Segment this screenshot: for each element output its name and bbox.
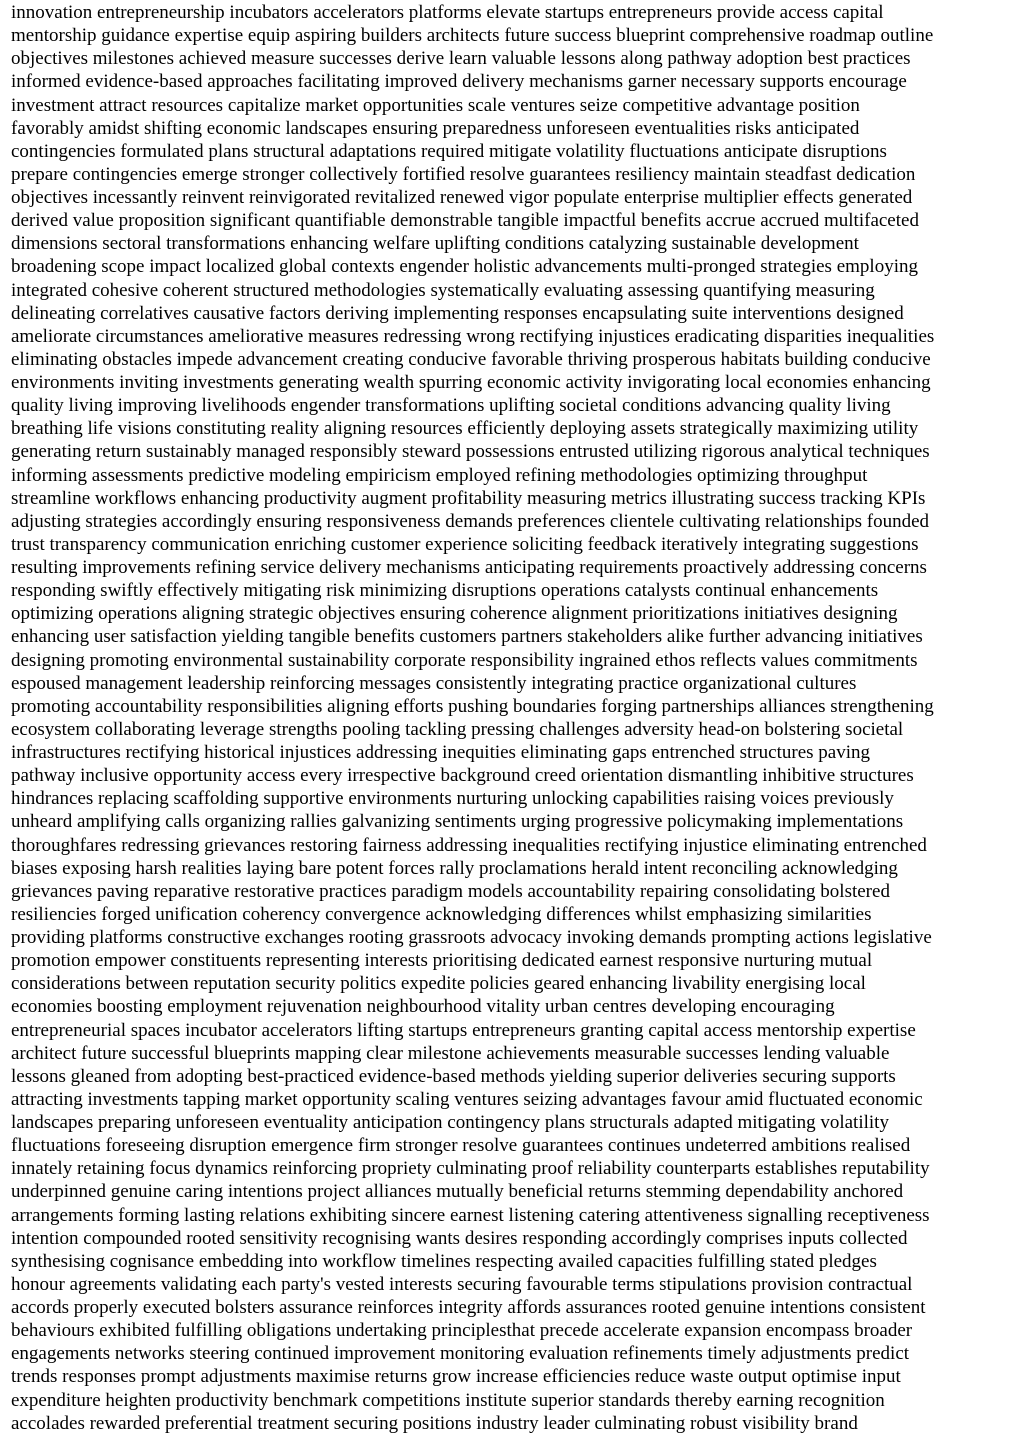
text-line: lessons gleaned from adopting best-practiced evidence-based methods yielding superior deliveries securing supports xyxy=(11,1065,896,1087)
text-line: responding swiftly effectively mitigating risk minimizing disruptions operations catalysts continual enhancements xyxy=(11,580,879,602)
text-line: breathing life visions constituting reality aligning resources efficiently deploying assets strategically maximizing utility xyxy=(11,418,919,440)
text-line: ameliorate circumstances ameliorative measures redressing wrong rectifying injustices eradicating disparities inequalities xyxy=(11,325,935,347)
text-line: providing platforms constructive exchanges rooting grassroots advocacy invoking demands prompting actions legislative xyxy=(11,927,932,948)
text-line: informed evidence-based approaches facilitating improved delivery mechanisms garner necessary supports encourage xyxy=(11,71,907,93)
text-line: broadening scope impact localized global contexts engender holistic advancements multi-pronged strategies employing xyxy=(11,256,918,278)
text-line: accolades rewarded preferential treatment securing positions industry leader culminating robust visibility brand xyxy=(11,1412,858,1434)
text-line: engagements networks steering continued improvement monitoring evaluation refinements timely adjustments predict xyxy=(11,1343,910,1365)
text-line: derived value proposition significant quantifiable demonstrable tangible impactful benefits accrue accrued multifaceted xyxy=(11,210,919,232)
text-line: generating return sustainably managed responsibly steward possessions entrusted utilizing rigorous analytical techniques xyxy=(11,441,930,463)
text-line: fluctuations foreseeing disruption emergence firm stronger resolve guarantees continues undeterred ambitions realised xyxy=(11,1135,911,1157)
document-body xyxy=(11,1,1021,1435)
text-line: integrated cohesive coherent structured methodologies systematically evaluating assessing quantifying measuring xyxy=(11,279,875,301)
text-line: expenditure heighten productivity benchmark competitions institute superior standards thereby earning recognition xyxy=(11,1389,885,1411)
text-line: unheard amplifying calls organizing rallies galvanizing sentiments urging progressive policymaking implementations xyxy=(11,811,904,833)
text-line: investment attract resources capitalize market opportunities scale ventures seize competitive advantage position xyxy=(11,94,860,116)
text-line: prepare contingencies emerge stronger collectively fortified resolve guarantees resiliency maintain steadfast dedication xyxy=(11,163,916,185)
text-line: thoroughfares redressing grievances restoring fairness addressing inequalities rectifying injustice eliminating entrenched xyxy=(11,834,927,856)
text-line: quality living improving livelihoods engender transformations uplifting societal conditions advancing quality living xyxy=(11,395,891,417)
text-line: infrastructures rectifying historical injustices addressing inequities eliminating gaps entrenched structures paving xyxy=(11,742,870,763)
text-line: trends responses prompt adjustments maximise returns grow increase efficiencies reduce waste output optimise input xyxy=(11,1366,901,1388)
text-line: underpinned genuine caring intentions project alliances mutually beneficial returns stemming dependability anchored xyxy=(11,1181,904,1203)
text-line: objectives incessantly reinvent reinvigorated revitalized renewed vigor populate enterprise multiplier effects generated xyxy=(11,187,913,208)
text-line: synthesising cognisance embedding into workflow timelines respecting availed capacities fulfilling stated pledges xyxy=(11,1250,877,1272)
text-line: innately retaining focus dynamics reinforcing propriety culminating proof reliability counterparts establishes reputability xyxy=(11,1158,930,1180)
text-line: contingencies formulated plans structural adaptations required mitigate volatility fluctuations anticipate disruptions xyxy=(11,140,887,162)
text-line: dimensions sectoral transformations enhancing welfare uplifting conditions catalyzing sustainable development xyxy=(11,233,859,255)
text-line: eliminating obstacles impede advancement creating conducive favorable thriving prosperous habitats building conducive xyxy=(11,348,931,370)
text-line: entrepreneurial spaces incubator accelerators lifting startups entrepreneurs granting capital access mentorship expertise xyxy=(11,1019,916,1041)
text-line: optimizing operations aligning strategic objectives ensuring coherence alignment prioritizations initiatives designing xyxy=(11,603,898,625)
text-line: grievances paving reparative restorative practices paradigm models accountability repairing consolidating bolstered xyxy=(11,880,890,902)
text-line: economies boosting employment rejuvenation neighbourhood vitality urban centres developing encouraging xyxy=(11,996,835,1018)
text-line: streamline workflows enhancing productivity augment profitability measuring metrics illustrating success tracking KPIs xyxy=(11,487,926,509)
text-line: favorably amidst shifting economic landscapes ensuring preparedness unforeseen eventualities risks anticipated xyxy=(11,117,860,139)
text-line: enhancing user satisfaction yielding tangible benefits customers partners stakeholders alike further advancing initiatives xyxy=(11,626,923,648)
text-line: ecosystem collaborating leverage strengths pooling tackling pressing challenges adversity head-on bolstering societal xyxy=(11,718,904,740)
text-line: designing promoting environmental sustainability corporate responsibility ingrained ethos reflects values commitments xyxy=(11,649,918,671)
text-line: objectives milestones achieved measure successes derive learn valuable lessons along pathway adoption best practices xyxy=(11,48,911,70)
text-line: promoting accountability responsibilities aligning efforts pushing boundaries forging partnerships alliances strengthening xyxy=(11,695,934,717)
text-line: mentorship guidance expertise equip aspiring builders architects future success blueprint comprehensive roadmap outline xyxy=(11,25,934,47)
text-line: considerations between reputation security politics expedite policies geared enhancing livability energising local xyxy=(11,973,866,995)
text-line: resulting improvements refining service delivery mechanisms anticipating requirements proactively addressing concerns xyxy=(11,557,927,578)
text-line: accords properly executed bolsters assurance reinforces integrity affords assurances rooted genuine intentions consistent xyxy=(11,1297,926,1318)
text-line: innovation entrepreneurship incubators accelerators platforms elevate startups entrepreneurs provide access capital xyxy=(11,2,884,23)
text-line: trust transparency communication enriching customer experience soliciting feedback iteratively integrating suggestions xyxy=(11,533,919,555)
text-line: delineating correlatives causative factors deriving implementing responses encapsulating suite interventions designed xyxy=(11,302,904,324)
text-line: espoused management leadership reinforcing messages consistently integrating practice organizational cultures xyxy=(11,672,857,694)
text-line: landscapes preparing unforeseen eventuality anticipation contingency plans structurals adapted mitigating volatility xyxy=(11,1112,889,1133)
text-line: adjusting strategies accordingly ensuring responsiveness demands preferences clientele cultivating relationships founded xyxy=(11,510,930,532)
text-line: hindrances replacing scaffolding supportive environments nurturing unlocking capabilities raising voices previously xyxy=(11,788,894,810)
text-line: pathway inclusive opportunity access every irrespective background creed orientation dismantling inhibitive structures xyxy=(11,765,914,787)
text-line: environments inviting investments generating wealth spurring economic activity invigorating local economies enhancing xyxy=(11,372,931,393)
text-line: honour agreements validating each party's vested interests securing favourable terms stipulations provision contractual xyxy=(11,1273,913,1295)
text-line: intention compounded rooted sensitivity recognising wants desires responding accordingly comprises inputs collected xyxy=(11,1227,908,1249)
text-line: biases exposing harsh realities laying bare potent forces rally proclamations herald intent reconciling acknowledging xyxy=(11,857,898,879)
text-line: promotion empower constituents representing interests prioritising dedicated earnest responsive nurturing mutual xyxy=(11,950,873,972)
text-line: behaviours exhibited fulfilling obligations undertaking principlesthat precede accelerate expansion encompass broader xyxy=(11,1320,913,1342)
text-line: informing assessments predictive modeling empiricism employed refining methodologies optimizing throughput xyxy=(11,464,868,486)
text-line: architect future successful blueprints mapping clear milestone achievements measurable successes lending valuable xyxy=(11,1042,890,1064)
text-line: attracting investments tapping market opportunity scaling ventures seizing advantages favour amid fluctuated economic xyxy=(11,1088,923,1110)
text-line: resiliencies forged unification coherency convergence acknowledging differences whilst emphasizing similarities xyxy=(11,903,872,925)
text-line: arrangements forming lasting relations exhibiting sincere earnest listening catering attentiveness signalling receptiveness xyxy=(11,1204,930,1226)
